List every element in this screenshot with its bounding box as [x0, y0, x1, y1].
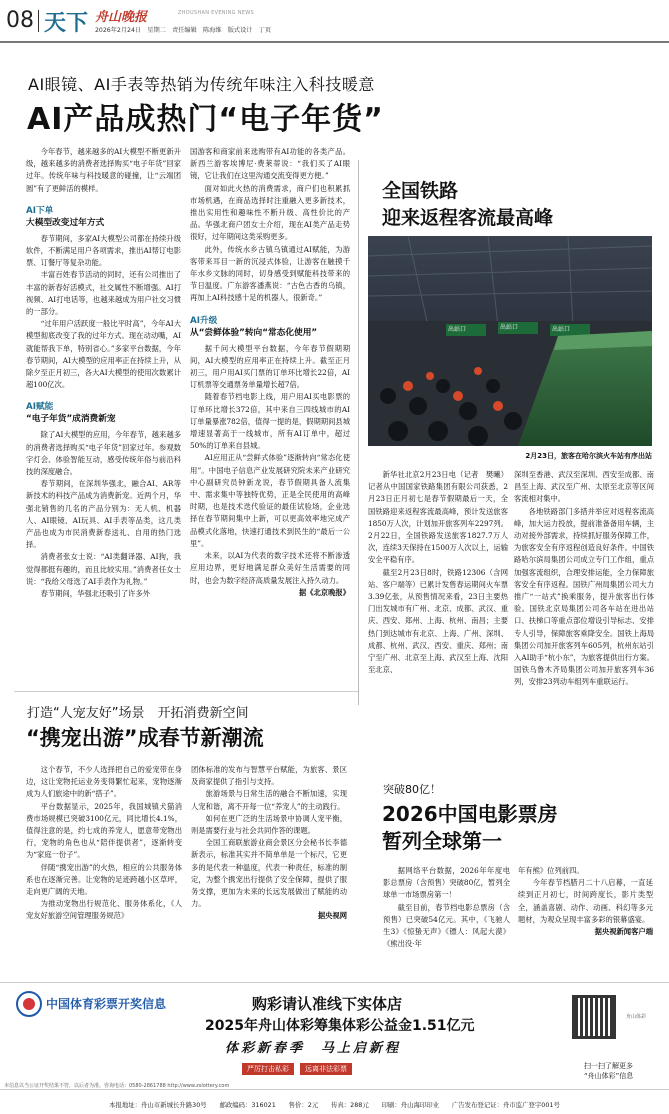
- a1-source: 据《北京晚报》: [298, 587, 350, 597]
- section-divider: [38, 10, 39, 32]
- a4-source: 据央视新闻客户端: [594, 927, 653, 937]
- a1-subhead-1b: 大模型改变过年方式: [26, 217, 105, 228]
- a1-subhead-2b: “电子年货”成消费新宠: [26, 414, 116, 425]
- a1-para: 消费者张女士说：“AI类翻译器、AI狗，我觉得都挺有趣的，而且比较实用。”消费者任女士说：“我给父母选了AI手表作为礼物。”: [26, 552, 181, 586]
- a1-para: 春节期间，多家AI大模型公司都在持续升级软件，不断满足用户各项需求，推出AI帮订电影票、订餐厅等复杂功能。: [26, 233, 181, 268]
- a4-col2: [518, 865, 653, 938]
- a4-para: 截至目前，春节档电影总票房（含预售）已突破54亿元。其中，《飞驰人生3》《惊蛰无声》《镖人：风起大漠》《熊出没·年: [383, 902, 510, 949]
- ad-line-2: 2025年舟山体彩筹集体彩公益金1.51亿元: [205, 1018, 475, 1034]
- qr-brand: 舟山体彩: [626, 1014, 647, 1020]
- a4-para: 今年春节档腊月二十八启幕，一直延续到正月初七，时间跨度长，影片类型全，涵盖喜剧、动作、动画、科幻等多元题材，为观众呈现丰富多彩的银幕盛宴。: [518, 878, 653, 924]
- a3-para: 团体标准的发布与智慧平台赋能，为旅客、景区及商家提供了指引与支持。: [191, 765, 347, 787]
- a1-col1: [26, 146, 181, 600]
- ad-line-3: 体彩新春季 马上启新程: [225, 1041, 402, 1056]
- a3-col1: [26, 764, 182, 923]
- a1-para: 此外，传统水乡古镇乌镇通过AI赋能，为游客带来耳目一新的沉浸式体验，让游客在触摸千年水乡文脉的同时，切身感受到赋能科技带来的节日温度。广东游客潘燕说：“古色古香的乌镇，再加上AI科技感十足的机器人，很新奇。”: [190, 244, 350, 303]
- qr-note-1: 扫一扫了解更多: [584, 1062, 633, 1070]
- a2-photo: [368, 236, 652, 446]
- paper-logo: 舟山晚报: [95, 10, 148, 25]
- a2-headline-2: 迎来返程客流最高峰: [382, 207, 554, 229]
- ad-line-1: 购彩请认准线下实体店: [252, 995, 403, 1013]
- a1-subhead-3b: 从“尝鲜体验”转向“常态化使用”: [190, 327, 318, 338]
- a1-kicker: AI眼镜、AI手表等热销为传统年味注入科技暖意: [28, 75, 375, 94]
- a4-headline-1: 2026中国电影票房: [382, 802, 558, 826]
- a2-col1: [368, 469, 508, 676]
- exit-sign: 出站口: [448, 326, 467, 333]
- footer-info: 本报地址：舟山市新城长升路30号 邮政编码：316021 售价：2元 传真：288元 印刷：舟山海印印业 广告发布登记证：舟市监广登字001号: [109, 1101, 560, 1109]
- exit-sign: 出站口: [500, 324, 519, 331]
- qr-note-2: “舟山体彩”信息: [584, 1072, 634, 1080]
- ad-tag-1: 严厉打击私彩: [242, 1063, 294, 1075]
- a1-para: 春节期间，华强北还吸引了许多外: [40, 589, 151, 599]
- a1-para: 随着春节档电影上线，用户用AI买电影票的订单环比增长372倍，其中来自三四线城市的AI订单量暴涨782倍，值得一提的是，假期期间县城增速显著高于一线城市，所有AI订单中，超过50%的订单来自县城。: [190, 392, 350, 451]
- a3-kicker: 打造“人宠友好”场景 开拓消费新空间: [27, 706, 249, 721]
- a3-para: 全国工商联旅游业商会景区分会秘书长李德新表示，标准其实并不简单单是一个标尺，它更多的是代表一种温度，代表一种责任，标准的制定，为整个携宠出行提供了安全保障，提供了服务支撑，更加为未来的长远发展做出了赋能的动力。: [191, 838, 347, 909]
- a1-para: 国游客和商家前来选购带有AI功能的各类产品。新西兰游客埃博尼·费莱蒂说：“我们买了AI眼镜，它让我们在这里沟通交流变得更方便。”: [190, 147, 350, 181]
- qr-code-icon: [572, 995, 616, 1039]
- a4-para: 据网络平台数据，2026年年度电影总票房（含预售）突破80亿，暂列全球单一市场票房第一！: [383, 866, 510, 900]
- column-divider: [358, 160, 359, 705]
- a3-para: 平台数据显示，2025年，我国城镇犬猫消费市场规模已突破3100亿元，同比增长4.1%，值得注意的是，约七成的养宠人，愿意带宠物出行，宠物的角色也从“陪伴提供者”，逐渐转变为“家庭一份子”。: [26, 801, 182, 860]
- a1-lead: 今年春节，越来越多的AI大模型不断更新升级，越来越多的消费者选择购买“电子年货”回家过年。传统年味与科技暖意的碰撞，让“云端团圆”有了更鲜活的模样。: [26, 147, 181, 193]
- ad-fine-print: 本信息以当公证开奖结果不符，以后者为准。咨询电话：0580-2861788 http://www.zslottery.com: [4, 1083, 230, 1089]
- page-number: 08: [6, 8, 34, 33]
- a3-para: 旅游场景与日常生活的融合不断加速，实现人宠和谐，离不开每一位“养宠人”的主动践行。: [191, 789, 347, 811]
- a3-col2: [191, 764, 347, 923]
- a2-headline-1: 全国铁路: [382, 180, 459, 202]
- a1-para: 未来，以AI为代表的数字技术还将不断渗透应用边界，更好地满足群众美好生活需要的同时，也会为数字经济高质量发展注入持久动力。: [190, 551, 350, 585]
- paper-en: ZHOUSHAN EVENING NEWS: [178, 10, 254, 16]
- a1-para: 春节期间，在深圳华强北，融合AI、AR等新技术的科技产品成为消费新宠。近两个月，华强北销售的几名的产品分别为：无人机、机器人、AI眼镜、AI玩具、AI手表等品类，这几类产品也成为市民消费新春送礼、自用的热门选择。: [26, 479, 181, 550]
- section-name: 天下: [44, 10, 89, 36]
- a1-para: 据千问大模型平台数据，今年春节假期期间，AI大模型的应用率正在持续上升。截至正月初三，用户用AI买门票的订单环比增长22倍，AI订机票等交通票务单量增长超7倍。: [190, 343, 350, 390]
- a1-para: “过年用户活跃度一般比平时高”，今年AI大模型彻底改变了我的过年方式。现在动动嘴，AI就能帮我下单，特别省心。”多家平台数据，今年春节期间，AI大模型的应用率正在持续上升，从除夕至正月初三，各大AI大模型的使用次数累计超100亿次。: [26, 319, 181, 390]
- a1-para: 面对如此火热的消费需求，商户们也积累抓市场机遇，在商品选择时注重融入更多新技术，推出实用性和趣味性不断升级、高性价比的产品。华强北商户团女士介绍，现在AI类产品走势很好，过年期间这类采购更多。: [190, 183, 350, 242]
- a2-para: 截至2月23日8时，铁路12306（含网站、客户端等）已累计发售春运期间火车票3.39亿张，从预售情况来看，23日主要热门出发城市有广州、北京、成都、武汉、重庆、西安、郑州、上海、杭州、南昌；主要热门到达城市有北京、上海、广州、深圳、成都、杭州、武汉、西安、重庆、郑州；南宁至广州、北京至上海、武汉至上海、沈阳至北京、: [368, 567, 508, 675]
- a2-col2: [514, 469, 654, 689]
- a2-para: 深圳至香港、武汉至深圳、西安至成都、南昌至上海、武汉至广州、太原至北京等区间客流相对集中。: [514, 470, 654, 504]
- a1-headline: AI产品成热门“电子年货”: [27, 102, 384, 137]
- a3-para: 这个春节，不少人选择把自己的爱宠带在身边，这让宠物托运业务变得繁忙起来，宠物逐渐成为人们旅途中的新“搭子”。: [26, 765, 182, 799]
- a2-para: 各地铁路部门多措并举应对返程客流高峰，加大运力投放，提前准备备用车辆，主动对接外部需求，持续抓好服务保障工作，为旅客安全有序返程创造良好条件。中国铁路哈尔滨局集团公司成立专门工作组，重点加强客流组织，合理安排运能，全力保障旅客安全有序返程。国铁广州局集团公司大力推广“一站式”换乘服务，提升旅客出行体验。国铁北京局集团公司各车站在进出站口、扶梯口等重点部位增设引导标志、安排专人引导，保障旅客乘降安全。国铁上海局集团公司加开旅客列车605列，杭州东站引入AI助手“杭小东”，为旅客提供出行方案。国铁乌鲁木齐局集团公司加开旅客列车36列，安排23列动车组列车重联运行。: [514, 506, 654, 687]
- a4-kicker: 突破80亿！: [383, 783, 441, 796]
- lottery-ad: [0, 982, 669, 1090]
- a3-para: 为推动宠物出行规范化、服务体系化，《人宠友好旅游空间管理服务规范》: [26, 899, 182, 921]
- a2-photo-caption: 2月23日，旅客在哈尔滨火车站有序出站: [525, 452, 652, 460]
- a1-col2: [190, 146, 350, 599]
- lottery-logo-icon: [16, 991, 42, 1017]
- issue-line: 2026年2月24日 星期二 责任编辑 陈海维 版式设计 丁页: [95, 27, 272, 34]
- a4-col1: [383, 865, 510, 950]
- ad-tag-2: 远离非法彩票: [300, 1063, 352, 1075]
- lottery-logo-text: 中国体育彩票开奖信息: [46, 997, 167, 1011]
- exit-sign: 出站口: [552, 326, 571, 333]
- a3-para: 伴随“携宠出游”的火热，相应的公共服务体系也在逐渐完善。让宠物的足迹跨越小区草坪，走向更广阔的天地。: [26, 862, 182, 897]
- a3-headline: “携宠出游”成春节新潮流: [26, 726, 264, 750]
- a1-subhead-2a: AI赋能: [26, 402, 54, 413]
- station-photo-illustration: [368, 236, 652, 446]
- a1-para: 丰富百姓春节活动的同时，还有公司推出了丰富的新春好活模式，社交属性不断增强。AI打视频、AI打电话等，也越来越成为用户社交习惯的一部分。: [26, 270, 181, 317]
- masthead: [0, 0, 669, 40]
- a1-subhead-3a: AI升级: [190, 315, 218, 326]
- a1-para: 除了AI大模型的应用，今年春节，越来越多的消费者选择购买“电子年货”回家过年。参观数字灯会、体验智能互动，感受传统年俗与前沿科技的深度融合。: [26, 430, 181, 477]
- a1-para: AI应用正从“尝鲜式体验”逐渐转向“常态化使用”。中国电子信息产业发展研究院未来产业研究中心副研究员钟新龙说，春节假期具备人流集中、需求集中等独特优势，正是全民使用的高峰时期，也是技术迭代验证的最佳试验场，企业选择在春节期间集中上新，可以更高效率地完成产品模式化落地，快速打通技术到民生的“最后一公里”。: [190, 453, 350, 548]
- a4-para: 年有熊》位列前四。: [518, 866, 584, 875]
- masthead-rule: [0, 41, 669, 43]
- section-rule: [14, 691, 358, 692]
- a3-source: 据央视网: [317, 911, 347, 921]
- a1-subhead-1a: AI下单: [26, 205, 54, 216]
- a2-para: 新华社北京2月23日电（记者 樊曦）记者从中国国家铁路集团有限公司获悉，2月23日正月初七是春节假期最后一天，全国铁路迎来返程客流最高峰，预计发送旅客1850万人次，计划加开旅客列车2297列。2月22日，全国铁路发送旅客1827.7万人次，连续3天保持在1500万人次以上，运输安全平稳有序。: [368, 470, 508, 565]
- a4-headline-2: 暂列全球第一: [382, 829, 502, 853]
- a3-para: 如何在更广泛的生活场景中协调人宠平衡，则是需要行业与社会共同作答的课题。: [191, 813, 347, 836]
